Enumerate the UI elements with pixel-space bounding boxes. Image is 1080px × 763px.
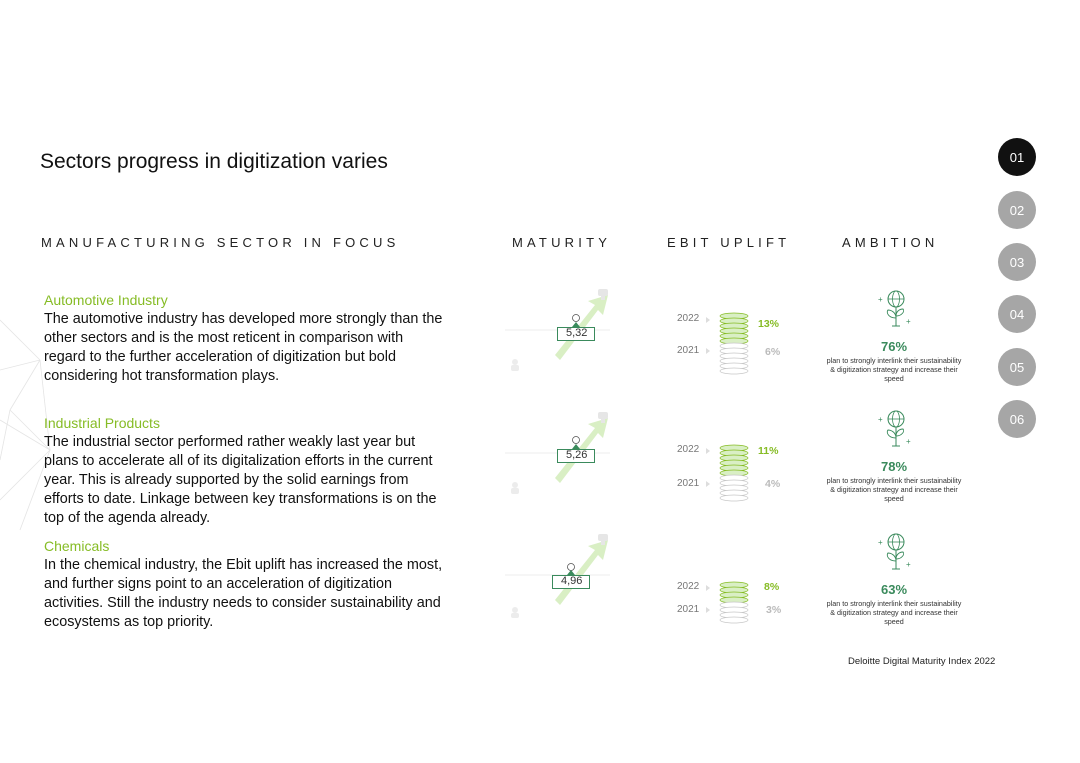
ebit-2022-value: 13% — [758, 318, 780, 330]
ebit-2021-value: 4% — [765, 478, 781, 490]
person-icon — [511, 607, 519, 618]
svg-text:+: + — [906, 560, 911, 569]
sector-description: In the chemical industry, the Ebit uplift has increased the most, and further signs point to an acceleration of digitization activities. Still the industry needs to consider sustainability and ecosystems as top priority. — [44, 557, 443, 630]
ambition-percentage: 76% — [880, 339, 908, 354]
sector-description: The industrial sector performed rather weakly last year but plans to accelerate all of its digitalization efforts in the current year. This is already supported by the solid earnings from efforts to date. Linkage between key transformations is on the top of the agenda already. — [44, 434, 437, 526]
year-label-2022: 2022 — [677, 581, 700, 592]
sector-description: The automotive industry has developed more strongly than the other sectors and is the most reticent in comparison with regard to the further acceleration of digitization but bold considering hot transformation plays. — [44, 311, 443, 384]
sector-block-automotive — [44, 292, 444, 386]
nav-page-06[interactable]: 06 — [998, 400, 1036, 438]
ambition-block — [826, 288, 962, 384]
svg-text:+: + — [878, 538, 883, 547]
person-icon — [511, 482, 519, 494]
nav-page-05[interactable]: 05 — [998, 348, 1036, 386]
nav-page-02[interactable]: 02 — [998, 191, 1036, 229]
column-header-ebit: EBIT UPLIFT — [667, 235, 791, 250]
column-header-focus: MANUFACTURING SECTOR IN FOCUS — [41, 235, 400, 250]
maturity-value: 5,32 — [566, 327, 588, 339]
ambition-percentage: 78% — [880, 459, 908, 474]
source-footer: Deloitte Digital Maturity Index 2022 — [848, 656, 996, 667]
sector-block-industrial — [44, 415, 444, 528]
ambition-description: plan to strongly interlink their sustainability & digitization strategy and increase their speed — [826, 356, 962, 384]
maturity-value: 5,26 — [566, 449, 588, 461]
svg-text:+: + — [906, 437, 911, 446]
ebit-2021-value: 3% — [766, 604, 782, 616]
year-label-2021: 2021 — [677, 604, 700, 615]
ebit-2022-value: 8% — [764, 581, 780, 593]
sector-name: Automotive Industry — [44, 292, 168, 308]
ambition-block — [826, 408, 962, 504]
maturity-graphic — [500, 285, 620, 380]
year-label-2021: 2021 — [677, 478, 700, 489]
nav-page-01[interactable]: 01 — [998, 138, 1036, 176]
person-icon — [511, 359, 519, 371]
ambition-block — [826, 531, 962, 627]
coin-stack-icon — [670, 308, 754, 383]
year-label-2021: 2021 — [677, 345, 700, 356]
nav-page-03[interactable]: 03 — [998, 243, 1036, 281]
maturity-graphic — [500, 530, 620, 625]
sector-name: Chemicals — [44, 538, 110, 554]
globe-plant-icon — [874, 408, 914, 452]
page-title: Sectors progress in digitization varies — [40, 150, 388, 173]
sector-name: Industrial Products — [44, 415, 160, 431]
svg-text:+: + — [878, 295, 883, 304]
year-label-2022: 2022 — [677, 313, 700, 324]
svg-text:+: + — [906, 317, 911, 326]
column-header-maturity: MATURITY — [512, 235, 612, 250]
maturity-graphic — [500, 408, 620, 503]
maturity-value: 4,96 — [561, 575, 583, 587]
sector-block-chemicals — [44, 538, 444, 632]
column-header-ambition: AMBITION — [842, 235, 939, 250]
coin-stack-icon — [670, 575, 754, 630]
nav-page-04[interactable]: 04 — [998, 295, 1036, 333]
year-label-2022: 2022 — [677, 444, 700, 455]
coin-stack-icon — [670, 438, 754, 508]
ebit-2021-value: 6% — [765, 346, 781, 358]
ambition-description: plan to strongly interlink their sustainability & digitization strategy and increase their speed — [826, 476, 962, 504]
ambition-percentage: 63% — [880, 582, 908, 597]
ambition-description: plan to strongly interlink their sustainability & digitization strategy and increase their speed — [826, 599, 962, 627]
globe-plant-icon — [874, 288, 914, 332]
ebit-2022-value: 11% — [758, 445, 779, 457]
svg-text:+: + — [878, 415, 883, 424]
globe-plant-icon — [874, 531, 914, 575]
